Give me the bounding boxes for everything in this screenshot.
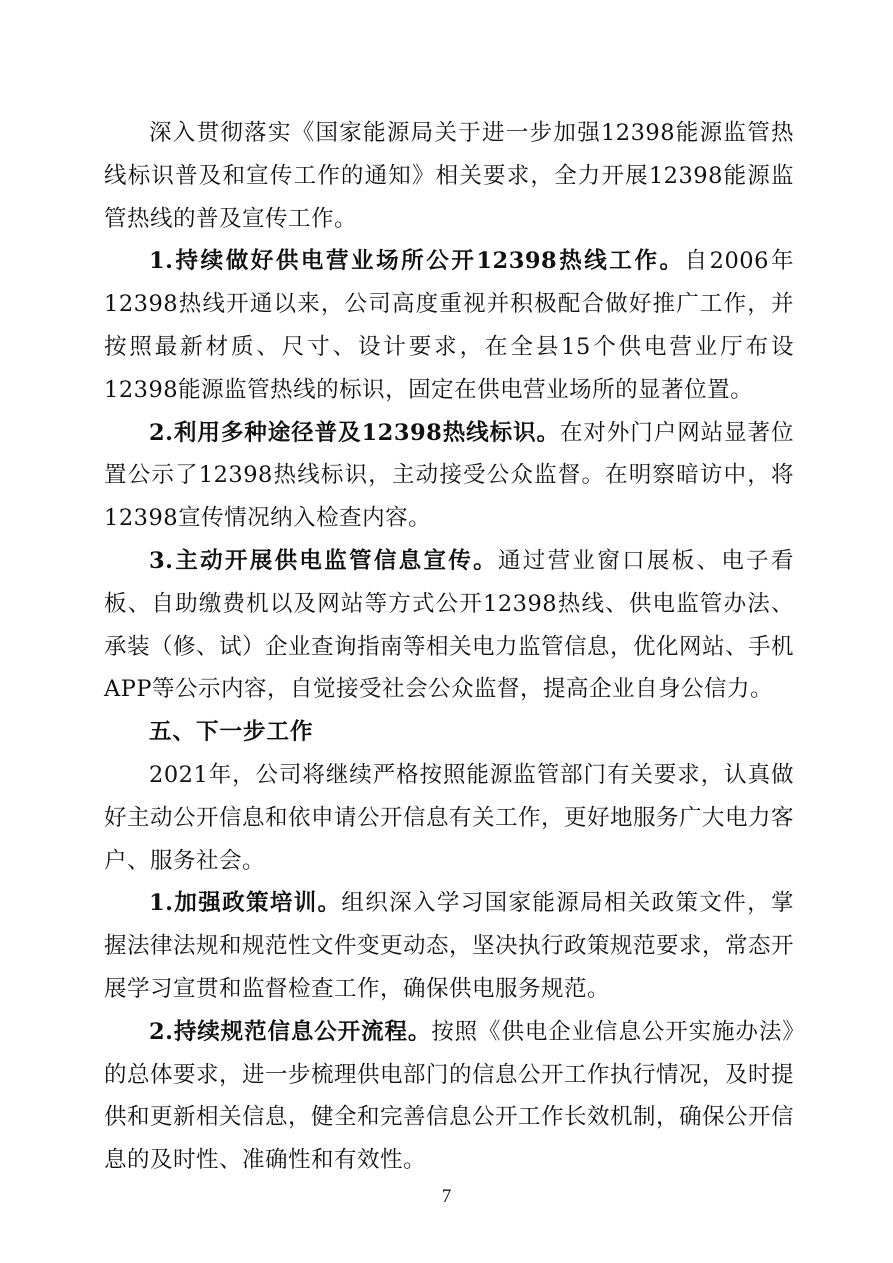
paragraph-item-1 (104, 240, 794, 411)
paragraph-item-2-body: 在对外门户网站显著位置公示了12398热线标识，主动接受公众监督。在明察暗访中，将12398宣传情况纳入检查内容。 (104, 419, 794, 532)
paragraph-item-3 (104, 540, 794, 711)
paragraph-next-intro-body: 2021年，公司将继续严格按照能源监管部门有关要求，认真做好主动公开信息和依申请公开信息有关工作，更好地服务广大电力客户、服务社会。 (104, 761, 795, 874)
paragraph-item-2 (104, 412, 794, 540)
paragraph-item-1-head: 1.持续做好供电营业场所公开12398热线工作。 (149, 248, 685, 275)
paragraph-next-1 (104, 882, 794, 1010)
paragraph-next-2-body: 按照《供电企业信息公开实施办法》的总体要求，进一步梳理供电部门的信息公开工作执行情况，及时提供和更新相关信息，健全和完善信息公开工作长效机制，确保公开信息的及时性、准确性和有效性。 (104, 1018, 795, 1174)
page-number: 7 (441, 1186, 452, 1207)
paragraph-next-intro (104, 754, 794, 882)
document-body (104, 112, 794, 1182)
paragraph-item-1-body: 自2006年12398热线开通以来，公司高度重视并积极配合做好推广工作，并按照最新材质、尺寸、设计要求，在全县15个供电营业厅布设12398能源监管热线的标识，固定在供电营业场所的显著位置。 (104, 248, 794, 403)
paragraph-item-2-head: 2.利用多种途径普及12398热线标识。 (149, 419, 560, 446)
paragraph-next-2-head: 2.持续规范信息公开流程。 (149, 1018, 432, 1045)
paragraph-intro (104, 112, 794, 240)
paragraph-next-2 (104, 1011, 794, 1182)
paragraph-next-1-head: 1.加强政策培训。 (149, 890, 342, 917)
paragraph-item-3-body: 通过营业窗口展板、电子看板、自助缴费机以及网站等方式公开12398热线、供电监管办法、承装（修、试）企业查询指南等相关电力监管信息，优化网站、手机APP等公示内容，自觉接受社会公众监督，提高企业自身公信力。 (104, 547, 795, 703)
paragraph-intro-body: 深入贯彻落实《国家能源局关于进一步加强12398能源监管热线标识普及和宣传工作的通知》相关要求，全力开展12398能源监管热线的普及宣传工作。 (104, 120, 794, 232)
section-heading: 五、下一步工作 (149, 719, 314, 746)
paragraph-item-3-head: 3.主动开展供电监管信息宣传。 (149, 547, 498, 574)
paragraph-next-1-body: 组织深入学习国家能源局相关政策文件，掌握法律法规和规范性文件变更动态，坚决执行政策规范要求，常态开展学习宣贯和监督检查工作，确保供电服务规范。 (104, 890, 795, 1002)
